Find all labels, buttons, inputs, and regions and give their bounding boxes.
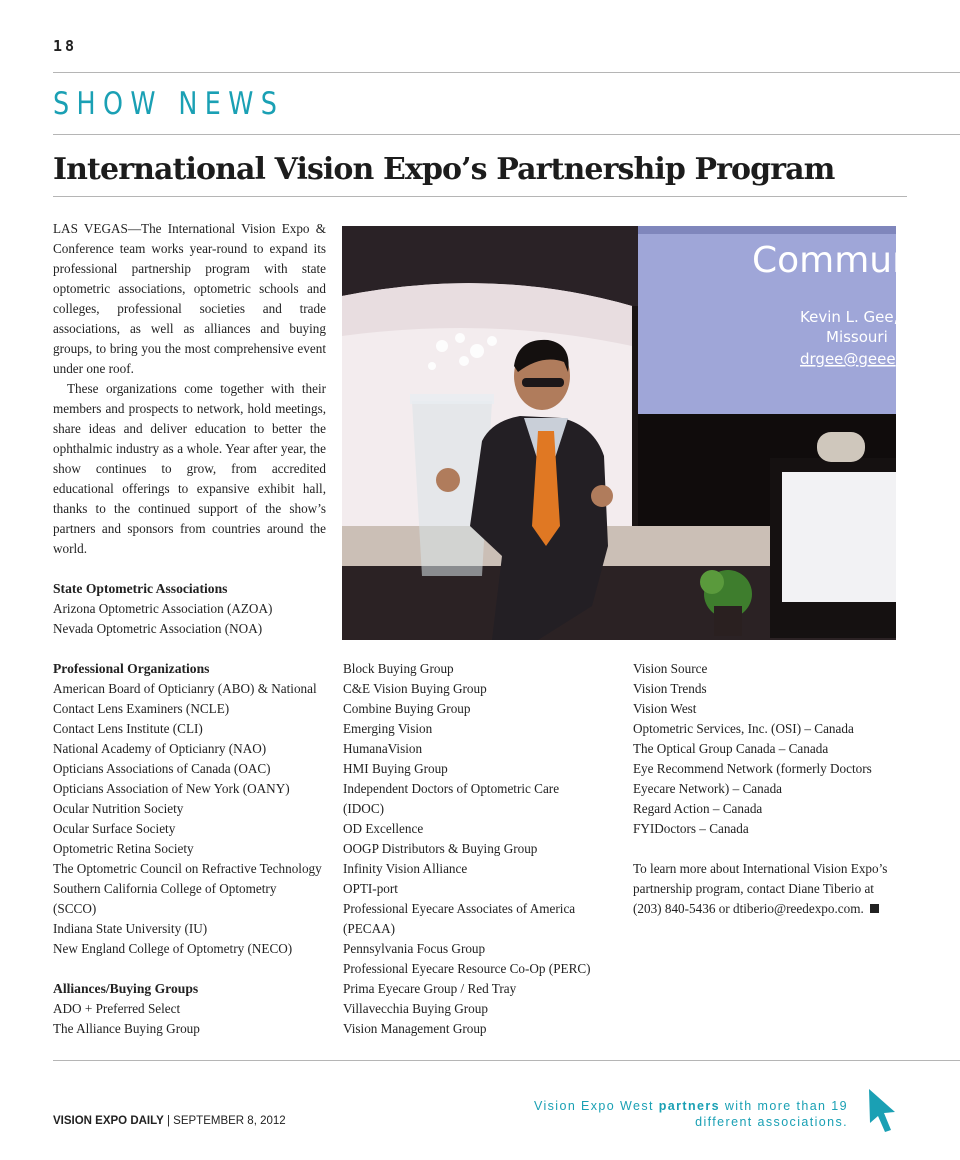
cursor-arrow-icon	[866, 1086, 898, 1134]
list-item: Villavecchia Buying Group	[343, 1001, 488, 1016]
list-item: Contact Lens Examiners (NCLE)	[53, 701, 230, 716]
list-item: OPTI-port	[343, 881, 398, 896]
list-item: The Optical Group Canada – Canada	[633, 741, 829, 756]
list-item: Professional Eyecare Resource Co-Op (PERC)	[343, 961, 591, 976]
list-item: Vision West	[633, 701, 697, 716]
list-item: FYIDoctors – Canada	[633, 821, 749, 836]
footer-divider	[53, 1060, 960, 1061]
list-item: HumanaVision	[343, 741, 423, 756]
list-item: Nevada Optometric Association (NOA)	[53, 621, 263, 636]
article-intro	[53, 219, 326, 559]
screen-text-location: Missouri	[826, 328, 888, 346]
list-item: (SCCO)	[53, 901, 97, 916]
list-item: Southern California College of Optometry	[53, 881, 277, 896]
intro-paragraph-1: LAS VEGAS—The International Vision Expo & Conference team works year-round to expand its professional partnership program with state optometric associations, optometric schools and colleges, professional societies and trade associations, as well as alliances and buying groups, to bring you the most comprehensive event under one roof.	[53, 221, 326, 376]
list-item: Opticians Associations of Canada (OAC)	[53, 761, 271, 776]
list-item: The Optometric Council on Refractive Technology	[53, 861, 322, 876]
publication-name: VISION EXPO DAILY	[53, 1115, 164, 1127]
end-mark-icon	[870, 904, 879, 913]
list-item: The Alliance Buying Group	[53, 1021, 200, 1036]
screen-text-title: Commun	[752, 240, 915, 281]
list-item: OD Excellence	[343, 821, 424, 836]
list-item: Combine Buying Group	[343, 701, 471, 716]
list-item: Optometric Services, Inc. (OSI) – Canada	[633, 721, 854, 736]
top-divider	[53, 72, 960, 73]
tagline-line-1	[488, 1098, 848, 1114]
list-item: Vision Source	[633, 661, 708, 676]
page-number: 18	[53, 37, 78, 55]
list-item: Eye Recommend Network (formerly Doctors	[633, 761, 872, 776]
list-item: (IDOC)	[343, 801, 385, 816]
professional-organizations-heading: Professional Organizations	[53, 661, 210, 676]
speaker-photo-image	[342, 226, 915, 640]
screen-text-email: drgee@geee	[800, 350, 896, 368]
contact-line: To learn more about International Vision Expo’s	[633, 861, 888, 876]
buying-groups-list	[343, 659, 591, 1039]
list-item: Vision Trends	[633, 681, 707, 696]
list-item: Regard Action – Canada	[633, 801, 763, 816]
list-item: Contact Lens Institute (CLI)	[53, 721, 203, 736]
tagline-line-2: different associations.	[695, 1115, 848, 1129]
list-item: National Academy of Opticianry (NAO)	[53, 741, 267, 756]
footer-separator: |	[163, 1115, 174, 1127]
article-headline: International Vision Expo’s Partnership Program	[53, 152, 835, 187]
alliances-heading: Alliances/Buying Groups	[53, 981, 199, 996]
speaker-photo	[342, 226, 915, 640]
list-item: Emerging Vision	[343, 721, 433, 736]
list-item: ADO + Preferred Select	[53, 1001, 181, 1016]
list-item: Professional Eyecare Associates of America	[343, 901, 576, 916]
intro-paragraph-2: These organizations come together with their members and prospects to network, hold meetings, share ideas and deliver education to better the ophthalmic industry as a whole. Year after year, the show continues to grow, from accredited educational offerings to expansive exhibit hall, thanks to the continued support of the show’s partners and sponsors from countries around the world.	[53, 381, 326, 556]
professional-organizations-list	[53, 659, 322, 1039]
list-item: Indiana State University (IU)	[53, 921, 208, 936]
canada-groups-list	[633, 659, 887, 919]
footer-tagline	[488, 1098, 848, 1130]
section-divider	[53, 134, 960, 135]
list-item: HMI Buying Group	[343, 761, 448, 776]
tagline-pre: Vision Expo West	[533, 1099, 659, 1113]
list-item: Infinity Vision Alliance	[343, 861, 468, 876]
list-item: Eyecare Network) – Canada	[633, 781, 783, 796]
list-item: Pennsylvania Focus Group	[343, 941, 486, 956]
list-item: Independent Doctors of Optometric Care	[343, 781, 560, 796]
contact-text: (203) 840-5436 or dtiberio@reedexpo.com.	[633, 901, 864, 916]
list-item: Block Buying Group	[343, 661, 454, 676]
state-associations-heading: State Optometric Associations	[53, 581, 228, 596]
list-item: New England College of Optometry (NECO)	[53, 941, 293, 956]
list-item: Ocular Surface Society	[53, 821, 176, 836]
list-item: Prima Eyecare Group / Red Tray	[343, 981, 517, 996]
list-item: Arizona Optometric Association (AZOA)	[53, 601, 273, 616]
list-item: (PECAA)	[343, 921, 396, 936]
list-item: C&E Vision Buying Group	[343, 681, 487, 696]
list-item: Ocular Nutrition Society	[53, 801, 184, 816]
tagline-bold: partners	[658, 1099, 720, 1113]
contact-line: partnership program, contact Diane Tiberio at	[633, 881, 874, 896]
list-item: Vision Management Group	[343, 1021, 487, 1036]
publication-date: SEPTEMBER 8, 2012	[173, 1115, 286, 1127]
screen-text-name: Kevin L. Gee,	[800, 308, 899, 326]
state-associations-list	[53, 579, 272, 639]
headline-divider	[53, 196, 907, 197]
list-item: Opticians Association of New York (OANY)	[53, 781, 290, 796]
contact-line-email	[633, 899, 887, 919]
list-item: Optometric Retina Society	[53, 841, 194, 856]
section-title: SHOW NEWS	[53, 86, 285, 122]
tagline-post: with more than 19	[719, 1099, 848, 1113]
list-item: American Board of Opticianry (ABO) & National	[53, 681, 317, 696]
list-item: OOGP Distributors & Buying Group	[343, 841, 538, 856]
footer-publication	[53, 1115, 286, 1127]
